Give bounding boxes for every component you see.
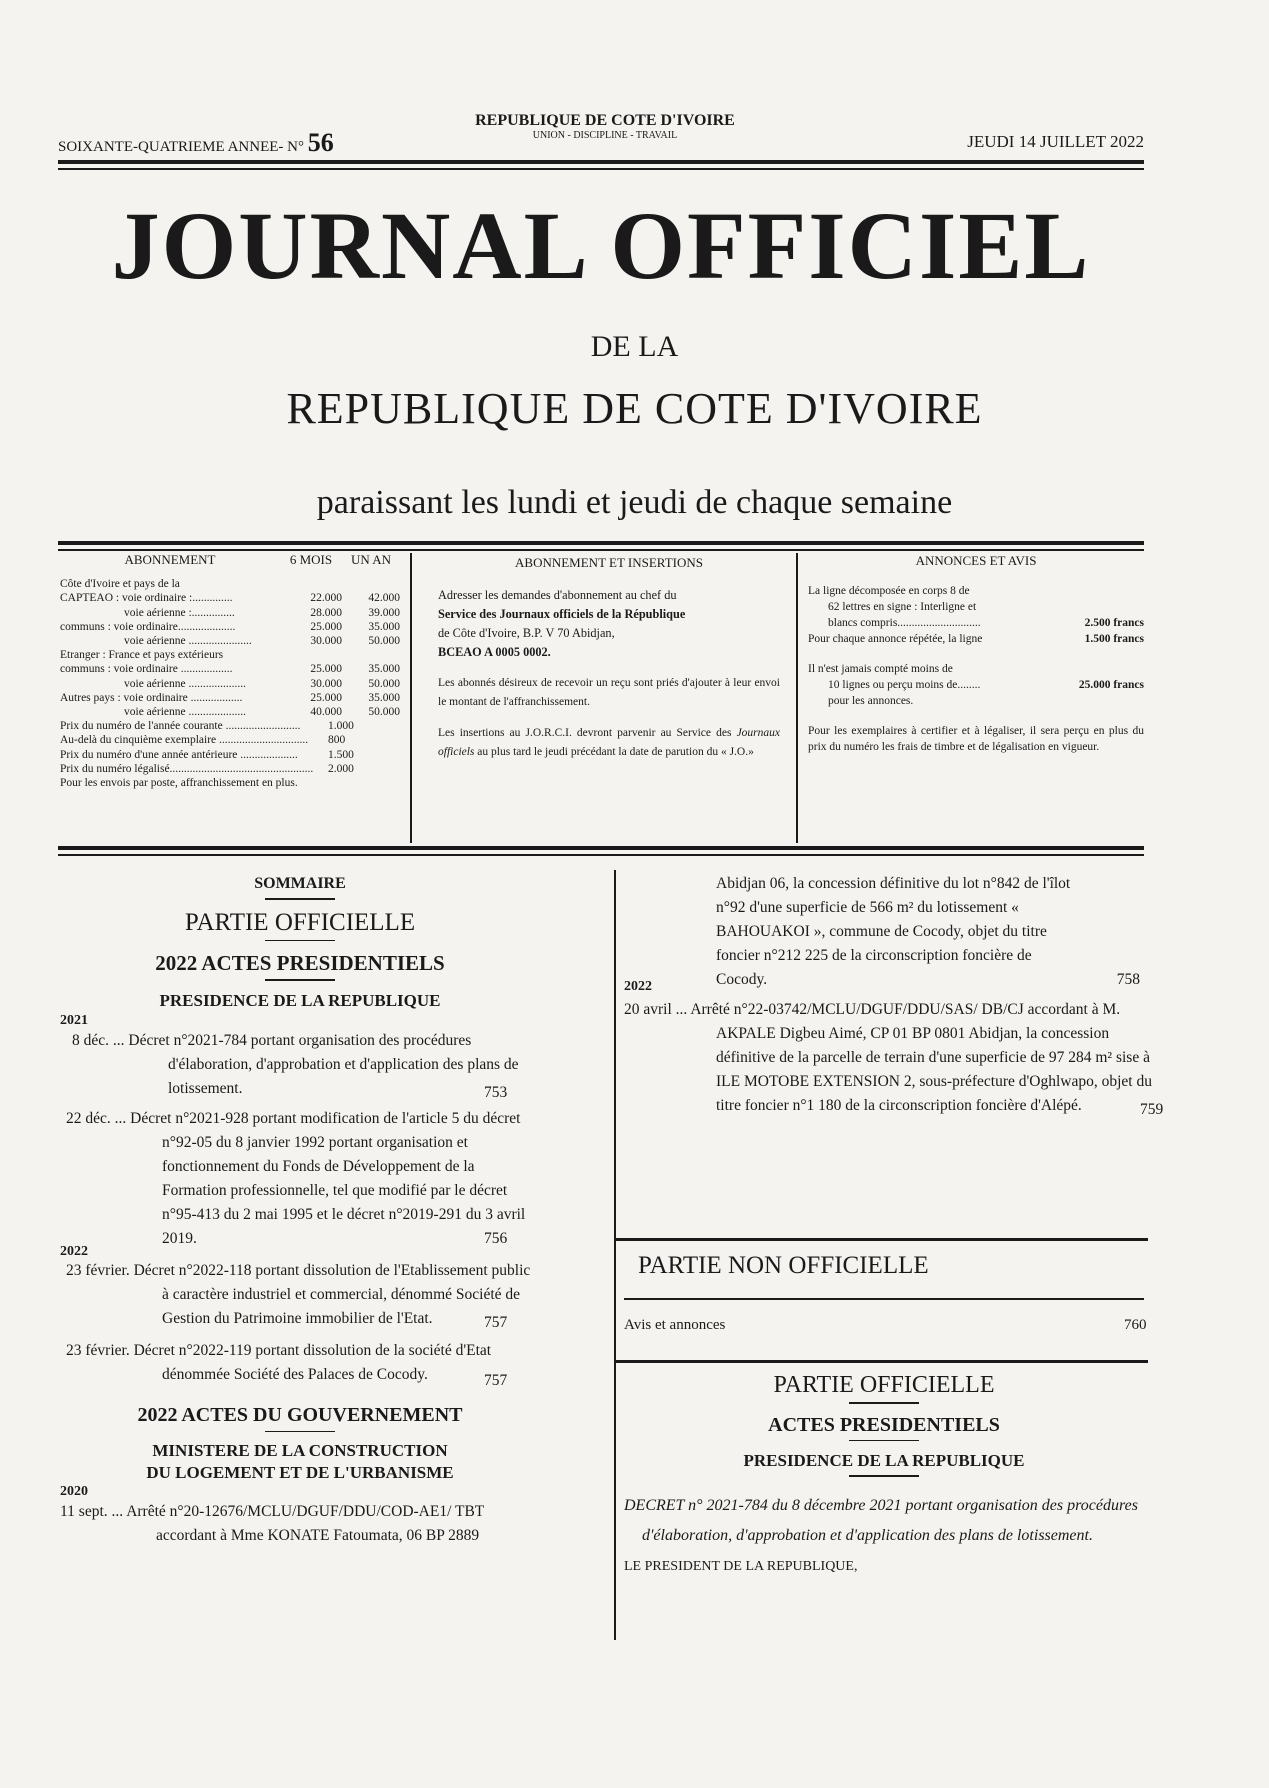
actes-presidentiels-heading: 2022 ACTES PRESIDENTIELS: [155, 951, 445, 975]
divider: [265, 1431, 335, 1433]
divider: [849, 1440, 919, 1442]
insertions-p3: [438, 724, 780, 762]
insertions-box: [438, 553, 780, 838]
sommaire-entry: 22 déc. ... Décret n°2021-928 portant modification de l'article 5 du décret n°92-05 du 8 janvier 1992 portant organisation et fonctionnement du Fonds de Développement de la Formation professionnelle, tel que modifié par le décret n°95-413 du 2 mai 1995 et le décret n°2019-291 du 3 avril 2019. 756: [66, 1109, 526, 1247]
annonces-box: [808, 553, 1144, 838]
avis-annonces: Avis et annonces: [624, 1317, 726, 1333]
subscription-row: [60, 662, 400, 676]
price-label: Prix du numéro de l'année courante ..........................: [60, 720, 301, 733]
de-la: DE LA: [590, 330, 679, 363]
row-label: communs : voie ordinaire....................: [60, 620, 236, 633]
partie-officielle-heading: PARTIE OFFICIELLE: [184, 908, 416, 936]
annonces-price-2: 1.500 francs: [1084, 633, 1144, 645]
insertions-p2: Les abonnés désireux de recevoir un reçu sont priés d'ajouter à leur envoi le montant de l'affranchissement.: [438, 677, 780, 708]
row-6m: 30.000: [310, 677, 342, 690]
divider: [265, 979, 335, 981]
row-6m: 40.000: [310, 706, 342, 719]
price-row: [60, 762, 400, 776]
republic-heading: [440, 112, 770, 141]
row-6m: 22.000: [310, 592, 342, 605]
header-rule-thin: [58, 168, 1144, 170]
row-label: communs : voie ordinaire ..................: [60, 663, 233, 676]
year-2020: 2020: [60, 1484, 88, 1499]
entry-page: 758: [1116, 971, 1140, 988]
ministere-line-2: DU LOGEMENT ET DE L'URBANISME: [146, 1463, 454, 1482]
subscription-box: [60, 553, 400, 838]
col-6-mois: 6 MOIS: [289, 552, 333, 567]
year-2022: 2022: [624, 979, 652, 994]
row-1y: 50.000: [368, 635, 400, 648]
partie-non-officielle-heading: PARTIE NON OFFICIELLE: [638, 1252, 929, 1279]
row-1y: 35.000: [368, 620, 400, 633]
annonces-l5: Il n'est jamais compté moins de: [808, 663, 953, 675]
entry-text: Arrêté n°22-03742/MCLU/DGUF/DDU/SAS/ DB/CJ accordant à M. AKPALE Digbeu Aimé, CP 01 BP 0801 Abidjan, la concession définitive de la parcelle de terrain d'une superficie de 97 284 m² sise à ILE MOTOBE EXTENSION 2, sous-préfecture d'Oghlwapo, objet du titre foncier n°1 180 de la circonscription foncière d'Alépé.: [690, 1001, 1152, 1114]
box-divider-1: [410, 553, 412, 843]
row-1y: 50.000: [368, 706, 400, 719]
subscription-row: [60, 691, 400, 705]
header-rule-thick: [58, 160, 1144, 164]
row-label: CAPTEAO : voie ordinaire :..............: [60, 592, 233, 605]
sommaire-heading: SOMMAIRE: [254, 875, 346, 892]
entry-date: 11 sept. ...: [60, 1503, 124, 1520]
price-label: Au-delà du cinquième exemplaire ...............................: [60, 734, 309, 747]
annonces-l6: 10 lignes ou perçu moins de........: [828, 679, 981, 691]
annonces-l3: blancs compris.............................: [828, 617, 981, 629]
entry-text: Décret n°2022-119 portant dissolution de la société d'Etat dénommée Société des Palaces de Cocody.: [133, 1341, 492, 1383]
divider: [849, 1402, 919, 1404]
price-label: Prix du numéro légalisé..................................................: [60, 762, 314, 775]
insertions-p3b: Journaux officiels: [438, 727, 780, 758]
divider: [265, 898, 335, 900]
entry-text: Décret n°2021-928 portant modification de l'article 5 du décret n°92-05 du 8 janvier 1992 portant organisation et fonctionnement du Fonds de Développement de la Formation professionnelle, tel que modifié par le décret n°95-413 du 2 mai 1995 et le décret n°2019-291 du 3 avril 2019.: [130, 1109, 526, 1247]
annonces-price-1: 2.500 francs: [1084, 617, 1144, 629]
box-rule-top-thin: [58, 549, 1144, 551]
column-divider: [614, 870, 616, 1640]
row-label: voie aérienne ......................: [124, 635, 252, 648]
annonces-l8: Pour les exemplaires à certifier et à légaliser, il sera perçu en plus du prix du numéro les frais de timbre et de légalisation en vigueur.: [808, 725, 1144, 753]
box-divider-2: [796, 553, 798, 843]
row-1y: 50.000: [368, 677, 400, 690]
row-label: voie aérienne ....................: [124, 677, 246, 690]
journal-title: JOURNAL OFFICIEL: [111, 192, 1091, 299]
annonces-l2: 62 lettres en signe : Interligne et: [828, 601, 977, 613]
sommaire-entry: 20 avril ... Arrêté n°22-03742/MCLU/DGUF/DDU/SAS/ DB/CJ accordant à M. AKPALE Digbeu Aimé, CP 01 BP 0801 Abidjan, la concession définitive de la parcelle de terrain d'une superficie de 97 284 m² sise à ILE MOTOBE EXTENSION 2, sous-préfecture d'Oghlwapo, objet du titre foncier n°1 180 de la circonscription foncière d'Alépé. 759: [624, 1001, 1164, 1118]
issue-number: 56: [307, 128, 334, 157]
year-2021: 2021: [60, 1012, 88, 1028]
president-line: LE PRESIDENT DE LA REPUBLIQUE,: [624, 1558, 858, 1574]
price-row: [60, 733, 400, 747]
non-officielle-rule: [616, 1238, 1148, 1241]
row-6m: 25.000: [310, 620, 342, 633]
partie-officielle-heading: PARTIE OFFICIELLE: [773, 1372, 995, 1398]
insertions-p3c: au plus tard le jeudi précédant la date de parution du « J.O.»: [477, 746, 754, 758]
price-value: 2.000: [328, 762, 354, 775]
row-1y: 35.000: [368, 663, 400, 676]
presidence-heading: PRESIDENCE DE LA REPUBLIQUE: [159, 990, 441, 1010]
republic-name: REPUBLIQUE DE COTE D'IVOIRE: [475, 112, 735, 129]
subscription-row: [60, 677, 400, 691]
sub-intro: Côte d'Ivoire et pays de la: [60, 578, 180, 591]
frequency-line: paraissant les lundi et jeudi de chaque semaine: [316, 484, 953, 521]
entry-date: 22 déc. ...: [66, 1109, 127, 1127]
issue-date: JEUDI 14 JUILLET 2022: [967, 132, 1144, 151]
gouvernement-heading: 2022 ACTES DU GOUVERNEMENT: [137, 1403, 463, 1426]
subscription-row: [60, 606, 400, 620]
sommaire-entry: 23 février. Décret n°2022-119 portant dissolution de la société d'Etat dénommée Société des Palaces de Cocody. 757: [66, 1341, 508, 1389]
annonces-title: ANNONCES ET AVIS: [915, 553, 1037, 568]
entry-text: Décret n°2022-118 portant dissolution de l'Etablissement public à caractère industriel et commercial, dénommé Société de Gestion du Patrimoine immobilier de l'Etat.: [133, 1261, 531, 1327]
republic-title: REPUBLIQUE DE COTE D'IVOIRE: [286, 384, 983, 433]
row-1y: 42.000: [368, 592, 400, 605]
decret-title: DECRET n° 2021-784 du 8 décembre 2021 portant organisation des procédures d'élaboration, d'approbation et d'application des plans de lotissement.: [624, 1496, 1138, 1544]
row-label: voie aérienne :...............: [124, 606, 235, 619]
row-1y: 39.000: [368, 606, 400, 619]
divider: [624, 1298, 1144, 1300]
divider: [849, 1475, 919, 1477]
issue-line: [58, 128, 334, 158]
row-6m: 28.000: [310, 606, 342, 619]
row-label: voie aérienne ....................: [124, 706, 246, 719]
insertions-p3a: Les insertions au J.O.R.C.I. devront parvenir au Service des: [438, 727, 732, 739]
ministere-line-1: MINISTERE DE LA CONSTRUCTION: [152, 1441, 448, 1460]
col-title: ABONNEMENT: [124, 552, 216, 567]
price-value: 800: [328, 734, 346, 747]
col-un-an: UN AN: [350, 552, 392, 567]
box-rule-bottom: [58, 846, 1144, 850]
subscription-row: [60, 591, 400, 605]
box-rule-bottom-thin: [58, 854, 1144, 856]
sommaire-column: [60, 872, 540, 1548]
price-label: Prix du numéro d'une année antérieure ....................: [60, 748, 298, 761]
insertions-p1d: BCEAO A 0005 0002.: [438, 645, 551, 659]
entry-text: Décret n°2021-784 portant organisation des procédures d'élaboration, d'approbation et d'application des plans de lotissement.: [128, 1031, 519, 1097]
sub-footer: Pour les envois par poste, affranchissement en plus.: [60, 777, 298, 790]
year-2022: 2022: [60, 1243, 88, 1259]
entry-text: Abidjan 06, la concession définitive du lot n°842 de l'îlot n°92 d'une superficie de 566 m² du lotissement « BAHOUAKOI », commune de Cocody, objet du titre foncier n°212 225 de la circonscription foncière de Cocody.: [716, 875, 1071, 988]
entry-date: 23 février.: [66, 1261, 130, 1279]
sub-foreign: Etranger : France et pays extérieurs: [60, 649, 224, 662]
row-6m: 25.000: [310, 691, 342, 704]
section-rule: [616, 1360, 1148, 1363]
sommaire-entry: 8 déc. ... Décret n°2021-784 portant organisation des procédures d'élaboration, d'approbation et d'application des plans de lotissement. 753: [72, 1031, 519, 1101]
entry-date: 8 déc. ...: [72, 1031, 125, 1049]
right-column: [624, 872, 1164, 1118]
sommaire-entry: [60, 1500, 540, 1548]
insertions-title: ABONNEMENT ET INSERTIONS: [515, 555, 703, 570]
insertions-p1a: Adresser les demandes d'abonnement au chef du: [438, 588, 677, 602]
annonces-l7: pour les annonces.: [828, 695, 914, 707]
avis-page: 760: [1124, 1317, 1147, 1333]
row-label: Autres pays : voie ordinaire ..................: [60, 691, 243, 704]
price-row: [60, 748, 400, 762]
decret-section: [624, 1370, 1144, 1579]
subscription-row: [60, 634, 400, 648]
continued-entry: [624, 872, 1140, 992]
row-6m: 25.000: [310, 663, 342, 676]
actes-presidentiels-heading: ACTES PRESIDENTIELS: [768, 1413, 1000, 1436]
box-rule-top: [58, 541, 1144, 545]
entry-text: Arrêté n°20-12676/MCLU/DGUF/DDU/COD-AE1/ TBT accordant à Mme KONATE Fatoumata, 06 BP 2889: [126, 1503, 484, 1544]
subscription-row: [60, 705, 400, 719]
sommaire-entry: 23 février. Décret n°2022-118 portant dissolution de l'Etablissement public à caractère industriel et commercial, dénommé Société de Gestion du Patrimoine immobilier de l'Etat. 757: [66, 1261, 531, 1331]
presidence-heading: PRESIDENCE DE LA REPUBLIQUE: [743, 1451, 1025, 1470]
annonces-l1: La ligne décomposée en corps 8 de: [808, 585, 970, 597]
insertions-p1b: Service des Journaux officiels de la République: [438, 607, 686, 621]
entry-date: 20 avril ...: [624, 1001, 688, 1018]
subscription-row: [60, 620, 400, 634]
price-row: [60, 719, 400, 733]
motto: UNION - DISCIPLINE - TRAVAIL: [532, 130, 678, 141]
annonces-l4: Pour chaque annonce répétée, la ligne: [808, 633, 983, 645]
insertions-p1c: de Côte d'Ivoire, B.P. V 70 Abidjan,: [438, 626, 615, 640]
price-value: 1.500: [328, 748, 354, 761]
price-value: 1.000: [328, 720, 354, 733]
annonces-price-3: 25.000 francs: [1078, 679, 1144, 691]
year-label: SOIXANTE-QUATRIEME ANNEE- N°: [58, 139, 304, 155]
row-6m: 30.000: [310, 635, 342, 648]
divider: [265, 940, 335, 942]
row-1y: 35.000: [368, 691, 400, 704]
entry-date: 23 février.: [66, 1341, 130, 1359]
